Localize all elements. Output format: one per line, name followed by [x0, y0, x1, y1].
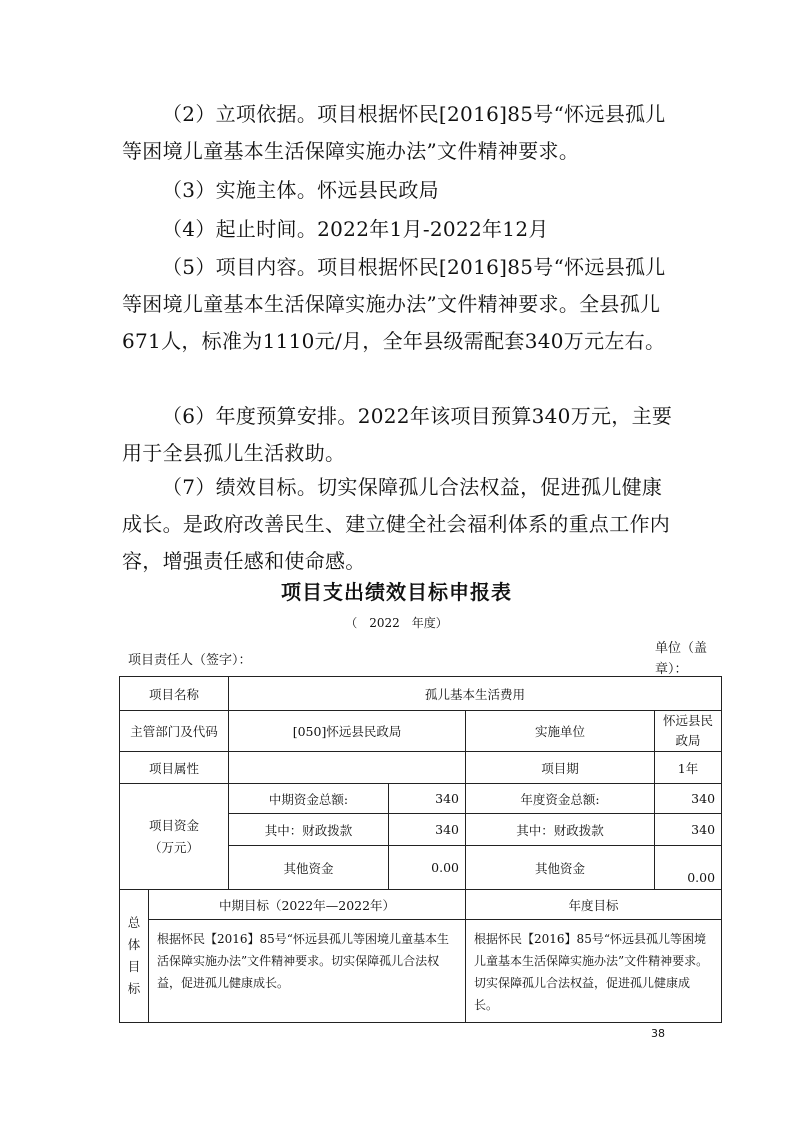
year-other-value: 0.00	[655, 846, 722, 890]
overall-goal-label: 总体目标	[120, 890, 149, 1023]
paragraph-budget: （6）年度预算安排。2022年该项目预算340万元，主要用于全县孤儿生活救助。	[122, 404, 673, 465]
project-name-value: 孤儿基本生活费用	[229, 677, 722, 711]
impl-unit-value: 怀远县民政局	[655, 711, 722, 752]
mid-goal-header: 中期目标（2022年—2022年）	[149, 890, 466, 920]
table-row	[120, 677, 722, 711]
year-goal-header: 年度目标	[466, 890, 722, 920]
mid-fiscal-label: 其中：财政拨款	[229, 814, 389, 846]
table-row	[120, 711, 722, 752]
paragraph-implementer: （3）实施主体。怀远县民政局	[162, 178, 439, 202]
mid-total-label: 中期资金总额:	[229, 784, 389, 814]
dept-value: [050]怀远县民政局	[229, 711, 466, 752]
funds-label: 项目资金（万元）	[120, 784, 229, 890]
mid-total-value: 340	[389, 784, 466, 814]
paragraph-period: （4）起止时间。2022年1月-2022年12月	[162, 217, 549, 241]
attr-value	[229, 752, 466, 784]
table-row	[120, 890, 722, 920]
year-goal-text: 根据怀民【2016】85号“怀远县孤儿等困境儿童基本生活保障实施办法”文件精神要求。切实保障孤儿合法权益，促进孤儿健康成长。	[466, 920, 722, 1023]
attr-label: 项目属性	[120, 752, 229, 784]
period-label: 项目期	[466, 752, 655, 784]
year-total-value: 340	[655, 784, 722, 814]
performance-table	[119, 676, 722, 1023]
mid-fiscal-value: 340	[389, 814, 466, 846]
page-number: 38	[651, 1027, 665, 1040]
year-other-label: 其他资金	[466, 846, 655, 890]
year-fiscal-label: 其中：财政拨款	[466, 814, 655, 846]
paragraph-content: （5）项目内容。项目根据怀民[2016]85号“怀远县孤儿等困境儿童基本生活保障实施办法”文件精神要求。全县孤儿671人，标准为1110元/月，全年县级需配套340万元左右。	[122, 255, 666, 353]
mid-goal-text: 根据怀民【2016】85号“怀远县孤儿等困境儿童基本生活保障实施办法”文件精神要求。切实保障孤儿合法权益，促进孤儿健康成长。	[149, 920, 466, 1023]
dept-label: 主管部门及代码	[120, 711, 229, 752]
unit-stamp-label: 单位（盖章）：	[655, 641, 708, 677]
year-total-label: 年度资金总额:	[466, 784, 655, 814]
paragraph-goal: （7）绩效目标。切实保障孤儿合法权益，促进孤儿健康成长。是政府改善民生、建立健全社会福利体系的重点工作内容，增强责任感和使命感。	[122, 475, 671, 573]
mid-other-label: 其他资金	[229, 846, 389, 890]
period-value: 1年	[655, 752, 722, 784]
table-row	[120, 752, 722, 784]
mid-other-value: 0.00	[389, 846, 466, 890]
year-fiscal-value: 340	[655, 814, 722, 846]
responsible-label: 项目责任人（签字）：	[128, 653, 252, 668]
form-title: 项目支出绩效目标申报表	[281, 580, 512, 604]
project-name-label: 项目名称	[120, 677, 229, 711]
impl-unit-label: 实施单位	[466, 711, 655, 752]
form-year: （ 2022 年度）	[345, 616, 448, 630]
table-row	[120, 784, 722, 814]
table-row	[120, 920, 722, 1023]
paragraph-basis: （2）立项依据。项目根据怀民[2016]85号“怀远县孤儿等困境儿童基本生活保障实施办法”文件精神要求。	[122, 102, 666, 163]
